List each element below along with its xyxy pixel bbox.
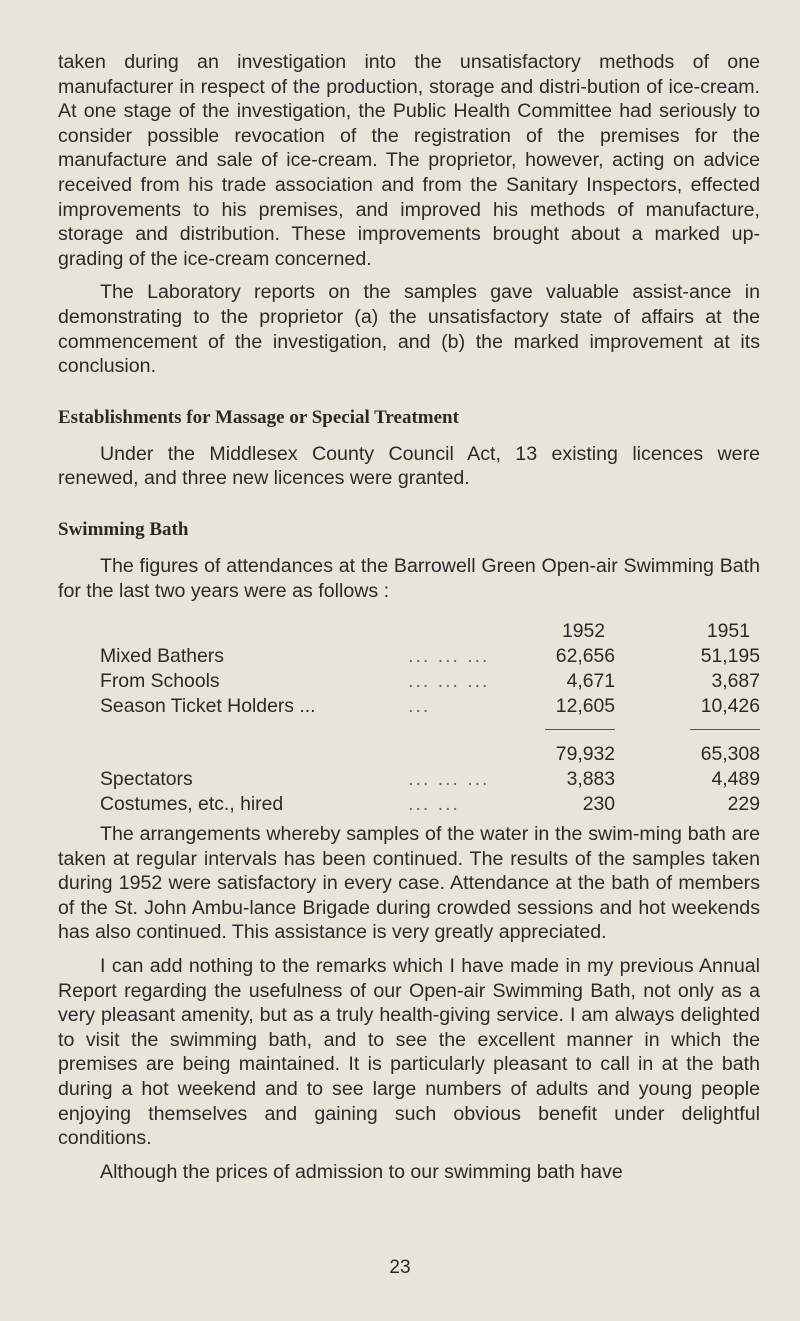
row-label: Spectators bbox=[100, 768, 193, 791]
laboratory-paragraph: The Laboratory reports on the samples gave valuable assist-ance in demonstrating to the proprietor (a) the unsatisfactory state of affairs at the commencement of the investigation, and (b) the marked improvement at its conclusion. bbox=[58, 281, 760, 378]
value-1951: 10,426 bbox=[700, 695, 760, 718]
value-1952: 62,656 bbox=[555, 645, 616, 668]
year-1951-header: 1951 bbox=[706, 620, 750, 643]
prices-paragraph: Although the prices of admission to our swimming bath have bbox=[100, 1160, 623, 1183]
massage-paragraph: Under the Middlesex County Council Act, 13 existing licences were renewed, and three new licences were granted. bbox=[58, 442, 760, 490]
value-1952: 12,605 bbox=[555, 695, 616, 718]
leader-dots: ... bbox=[408, 695, 431, 718]
leader-dots: ... ... bbox=[408, 793, 460, 816]
row-label: Costumes, etc., hired bbox=[100, 793, 284, 816]
year-1952-header: 1952 bbox=[561, 620, 606, 643]
subtotal-rule bbox=[545, 729, 615, 730]
value-1951: 3,687 bbox=[711, 670, 760, 693]
page-number: 23 bbox=[389, 1257, 411, 1278]
value-1952: 3,883 bbox=[566, 768, 616, 791]
leader-dots: ... ... ... bbox=[408, 645, 490, 668]
value-1951: 229 bbox=[727, 793, 760, 816]
value-1951: 4,489 bbox=[711, 768, 760, 791]
swimming-heading: Swimming Bath bbox=[58, 518, 189, 540]
value-1952: 4,671 bbox=[566, 670, 616, 693]
table-row bbox=[100, 693, 760, 718]
row-label: From Schools bbox=[100, 670, 220, 693]
table-row bbox=[100, 668, 760, 693]
row-label: Mixed Bathers bbox=[100, 645, 224, 668]
row-label: Season Ticket Holders ... bbox=[100, 695, 316, 718]
value-1952: 230 bbox=[582, 793, 616, 816]
massage-heading: Establishments for Massage or Special Treatment bbox=[58, 406, 459, 428]
remarks-paragraph: I can add nothing to the remarks which I have made in my previous Annual Report regarding the usefulness of our Open-air Swimming Bath, not only as a very pleasant amenity, but as a truly health-giving service. I am always delighted to visit the swimming bath, and to see the excellent manner in which the premises are being maintained. It is particularly pleasant to call in at the bath during a hot weekend and to see large numbers of adults and young people enjoying themselves and gaining such obvious benefit under delightful conditions. bbox=[58, 955, 760, 1150]
table-row bbox=[100, 766, 760, 791]
leader-dots: ... ... ... bbox=[408, 768, 490, 791]
swimming-intro-paragraph: The figures of attendances at the Barrowell Green Open-air Swimming Bath for the last two years were as follows : bbox=[58, 554, 760, 602]
subtotal-rule bbox=[690, 729, 760, 730]
table-row bbox=[100, 643, 760, 668]
total-1952: 79,932 bbox=[555, 743, 616, 766]
total-row bbox=[100, 741, 760, 766]
total-1951: 65,308 bbox=[700, 743, 760, 766]
attendance-table bbox=[100, 617, 760, 822]
subtotal-rule-row bbox=[100, 718, 760, 741]
leader-dots: ... ... ... bbox=[408, 670, 490, 693]
table-header-row bbox=[100, 617, 760, 643]
intro-paragraph: taken during an investigation into the unsatisfactory methods of one manufacturer in respect of the production, storage and distri-bution of ice-cream. At one stage of the investigation, the Public Health Committee had seriously to consider possible revocation of the registration of the premises for the manufacture and sale of ice-cream. The proprietor, however, acting on advice received from his trade association and from the Sanitary Inspectors, effected improvements to his premises, and improved his methods of manufacture, storage and distribution. These improvements brought about a marked up-grading of the ice-cream concerned. bbox=[58, 51, 760, 270]
table-row bbox=[100, 791, 760, 816]
value-1951: 51,195 bbox=[700, 645, 760, 668]
water-samples-paragraph: The arrangements whereby samples of the water in the swim-ming bath are taken at regular intervals has been continued. The results of the samples taken during 1952 were satisfactory in every case. Attendance at the bath of members of the St. John Ambu-lance Brigade during crowded sessions and hot weekends has also continued. This assistance is very greatly appreciated. bbox=[58, 823, 760, 944]
